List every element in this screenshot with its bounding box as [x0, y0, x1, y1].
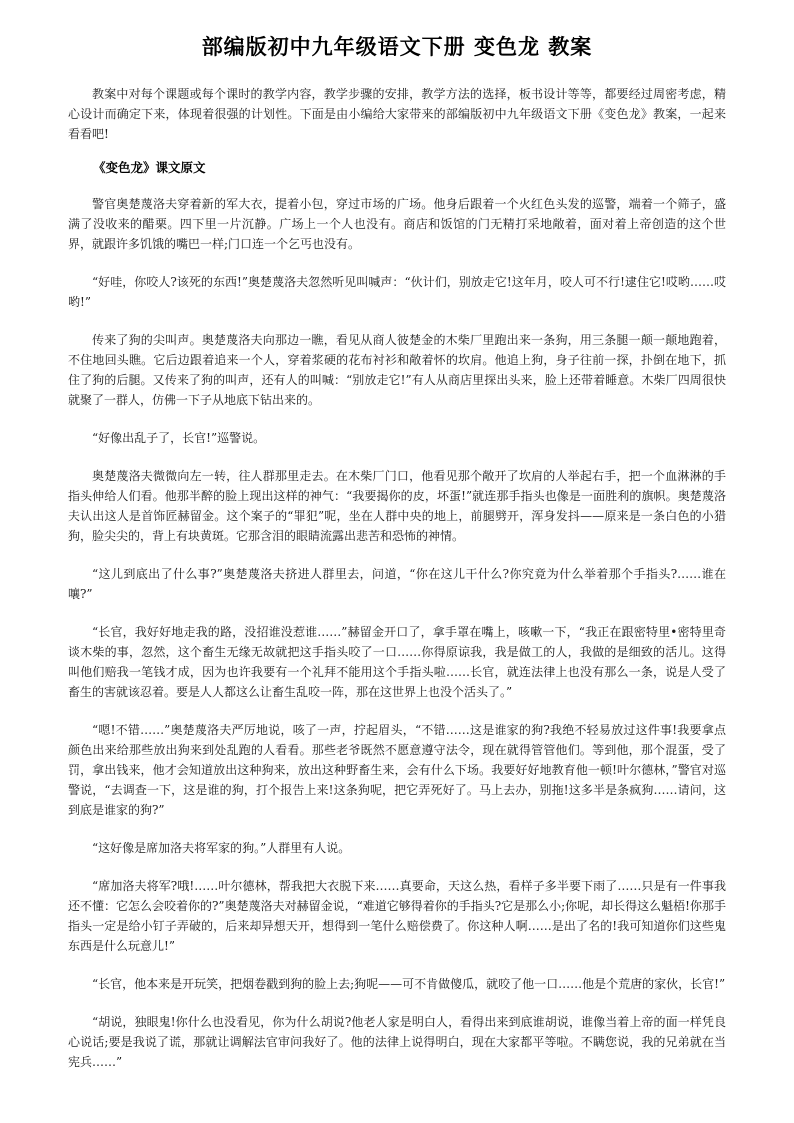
text-paragraph: “嗯!不错……”奥楚蔑洛夫严厉地说，咳了一声，拧起眉头，“不错……这是谁家的狗?我绝不轻易放过这件事!我要拿点颜色出来给那些放出狗来到处乱跑的人看看。那些老爷既然不愿意遵守法令，现在就得管管他们。等到他，那个混蛋，受了罚，拿出钱来，他才会知道放出这种狗来，放出这种野畜生来，会有什么下场。我要好好地教育他一顿!叶尔德林，”警官对巡警说，“去调查一下，这是谁的狗，打个报告上来!这条狗呢，把它弄死好了。马上去办，别拖!这多半是条疯狗……请问，这到底是谁家的狗?”	[68, 723, 726, 817]
section-heading: 《变色龙》课文原文	[93, 160, 206, 175]
text-paragraph: “好哇，你咬人?该死的东西!”奥楚蔑洛夫忽然听见叫喊声：“伙计们，别放走它!这年月，咬人可不行!逮住它!哎哟……哎哟!”	[68, 275, 726, 309]
text-paragraph: “席加洛夫将军?哦!……叶尔德林，帮我把大衣脱下来……真要命，天这么热，看样子多半要下雨了……只是有一件事我还不懂：它怎么会咬着你的?”奥楚蔑洛夫对赫留金说，“难道它够得着你的手指头?它是那么小;你呢，却长得这么魁梧!你那手指头一定是给小钉子弄破的，后来却异想天开，想得到一笔什么赔偿费了。你这种人啊……是出了名的!我可知道你们这些鬼东西是什么玩意儿!”	[68, 879, 727, 953]
text-paragraph: 奥楚蔑洛夫微微向左一转，往人群那里走去。在木柴厂门口，他看见那个敞开了坎肩的人举起右手，把一个血淋淋的手指头伸给人们看。他那半醉的脸上现出这样的神气：“我要揭你的皮，坏蛋!”就连那手指头也像是一面胜利的旗帜。奥楚蔑洛夫认出这人是首饰匠赫留金。这个案子的“罪犯”呢，坐在人群中央的地上，前腿劈开，浑身发抖——原来是一条白色的小猎狗，脸尖尖的，背上有块黄斑。它那含泪的眼睛流露出悲苦和恐怖的神情。	[68, 469, 726, 543]
text-paragraph: “这好像是席加洛夫将军家的狗。”人群里有人说。	[92, 841, 351, 855]
text-paragraph: “长官，我好好地走我的路，没招谁没惹谁……”赫留金开口了，拿手罩在嘴上，咳嗽一下，“我正在跟密特里•密特里奇谈木柴的事，忽然，这个畜生无缘无故就把这手指头咬了一口……你得原谅我，我是做工的人，我做的是细致的活儿。这得叫他们赔我一笔钱才成，因为也许我要有一个礼拜不能用这个手指头啦……长官，就连法律上也没有那么一条，说是人受了畜生的害就该忍着。要是人人都这么让畜生乱咬一阵，那在这世界上也没个活头了。”	[68, 625, 726, 699]
document-title: 部编版初中九年级语文下册 变色龙 教案	[201, 35, 593, 59]
text-paragraph: 警官奥楚蔑洛夫穿着新的军大衣，提着小包，穿过市场的广场。他身后跟着一个火红色头发的巡警，端着一个筛子，盛满了没收来的醋栗。四下里一片沉静。广场上一个人也没有。商店和饭馆的门无精打采地敞着，面对着上帝创造的这个世界，就跟许多饥饿的嘴巴一样;门口连一个乞丐也没有。	[68, 197, 726, 251]
intro-paragraph: 教案中对每个课题或每个课时的教学内容，教学步骤的安排，教学方法的选择，板书设计等等，都要经过周密考虑，精心设计而确定下来，体现着很强的计划性。下面是由小编给大家带来的部编版初中九年级语文下册《变色龙》教案，一起来看看吧!	[68, 87, 726, 141]
text-paragraph: “长官，他本来是开玩笑，把烟卷戳到狗的脸上去;狗呢——可不肯做傻瓜，就咬了他一口……他是个荒唐的家伙，长官!”	[92, 977, 726, 991]
text-paragraph: “这儿到底出了什么事?”奥楚蔑洛夫挤进人群里去，问道，“你在这儿干什么?你究竟为什么举着那个手指头?……谁在嚷?”	[68, 567, 726, 601]
text-paragraph: 传来了狗的尖叫声。奥楚蔑洛夫向那边一瞧，看见从商人彼楚金的木柴厂里跑出来一条狗，用三条腿一颠一颠地跑着，不住地回头瞧。它后边跟着追来一个人，穿着浆硬的花布衬衫和敞着怀的坎肩。他追上狗，身子往前一探，扑倒在地下，抓住了狗的后腿。又传来了狗的叫声，还有人的叫喊：“别放走它!”有人从商店里探出头来，脸上还带着睡意。木柴厂四周很快就聚了一群人，仿佛一下子从地底下钻出来的。	[68, 333, 726, 407]
text-paragraph: “好像出乱子了，长官!”巡警说。	[92, 431, 266, 445]
text-paragraph: “胡说，独眼鬼!你什么也没看见，你为什么胡说?他老人家是明白人，看得出来到底谁胡说，谁像当着上帝的面一样凭良心说话;要是我说了谎，那就让调解法官审问我好了。他的法律上说得明白，现在大家都平等啦。不瞒您说，我的兄弟就在当宪兵……”	[68, 1015, 726, 1069]
